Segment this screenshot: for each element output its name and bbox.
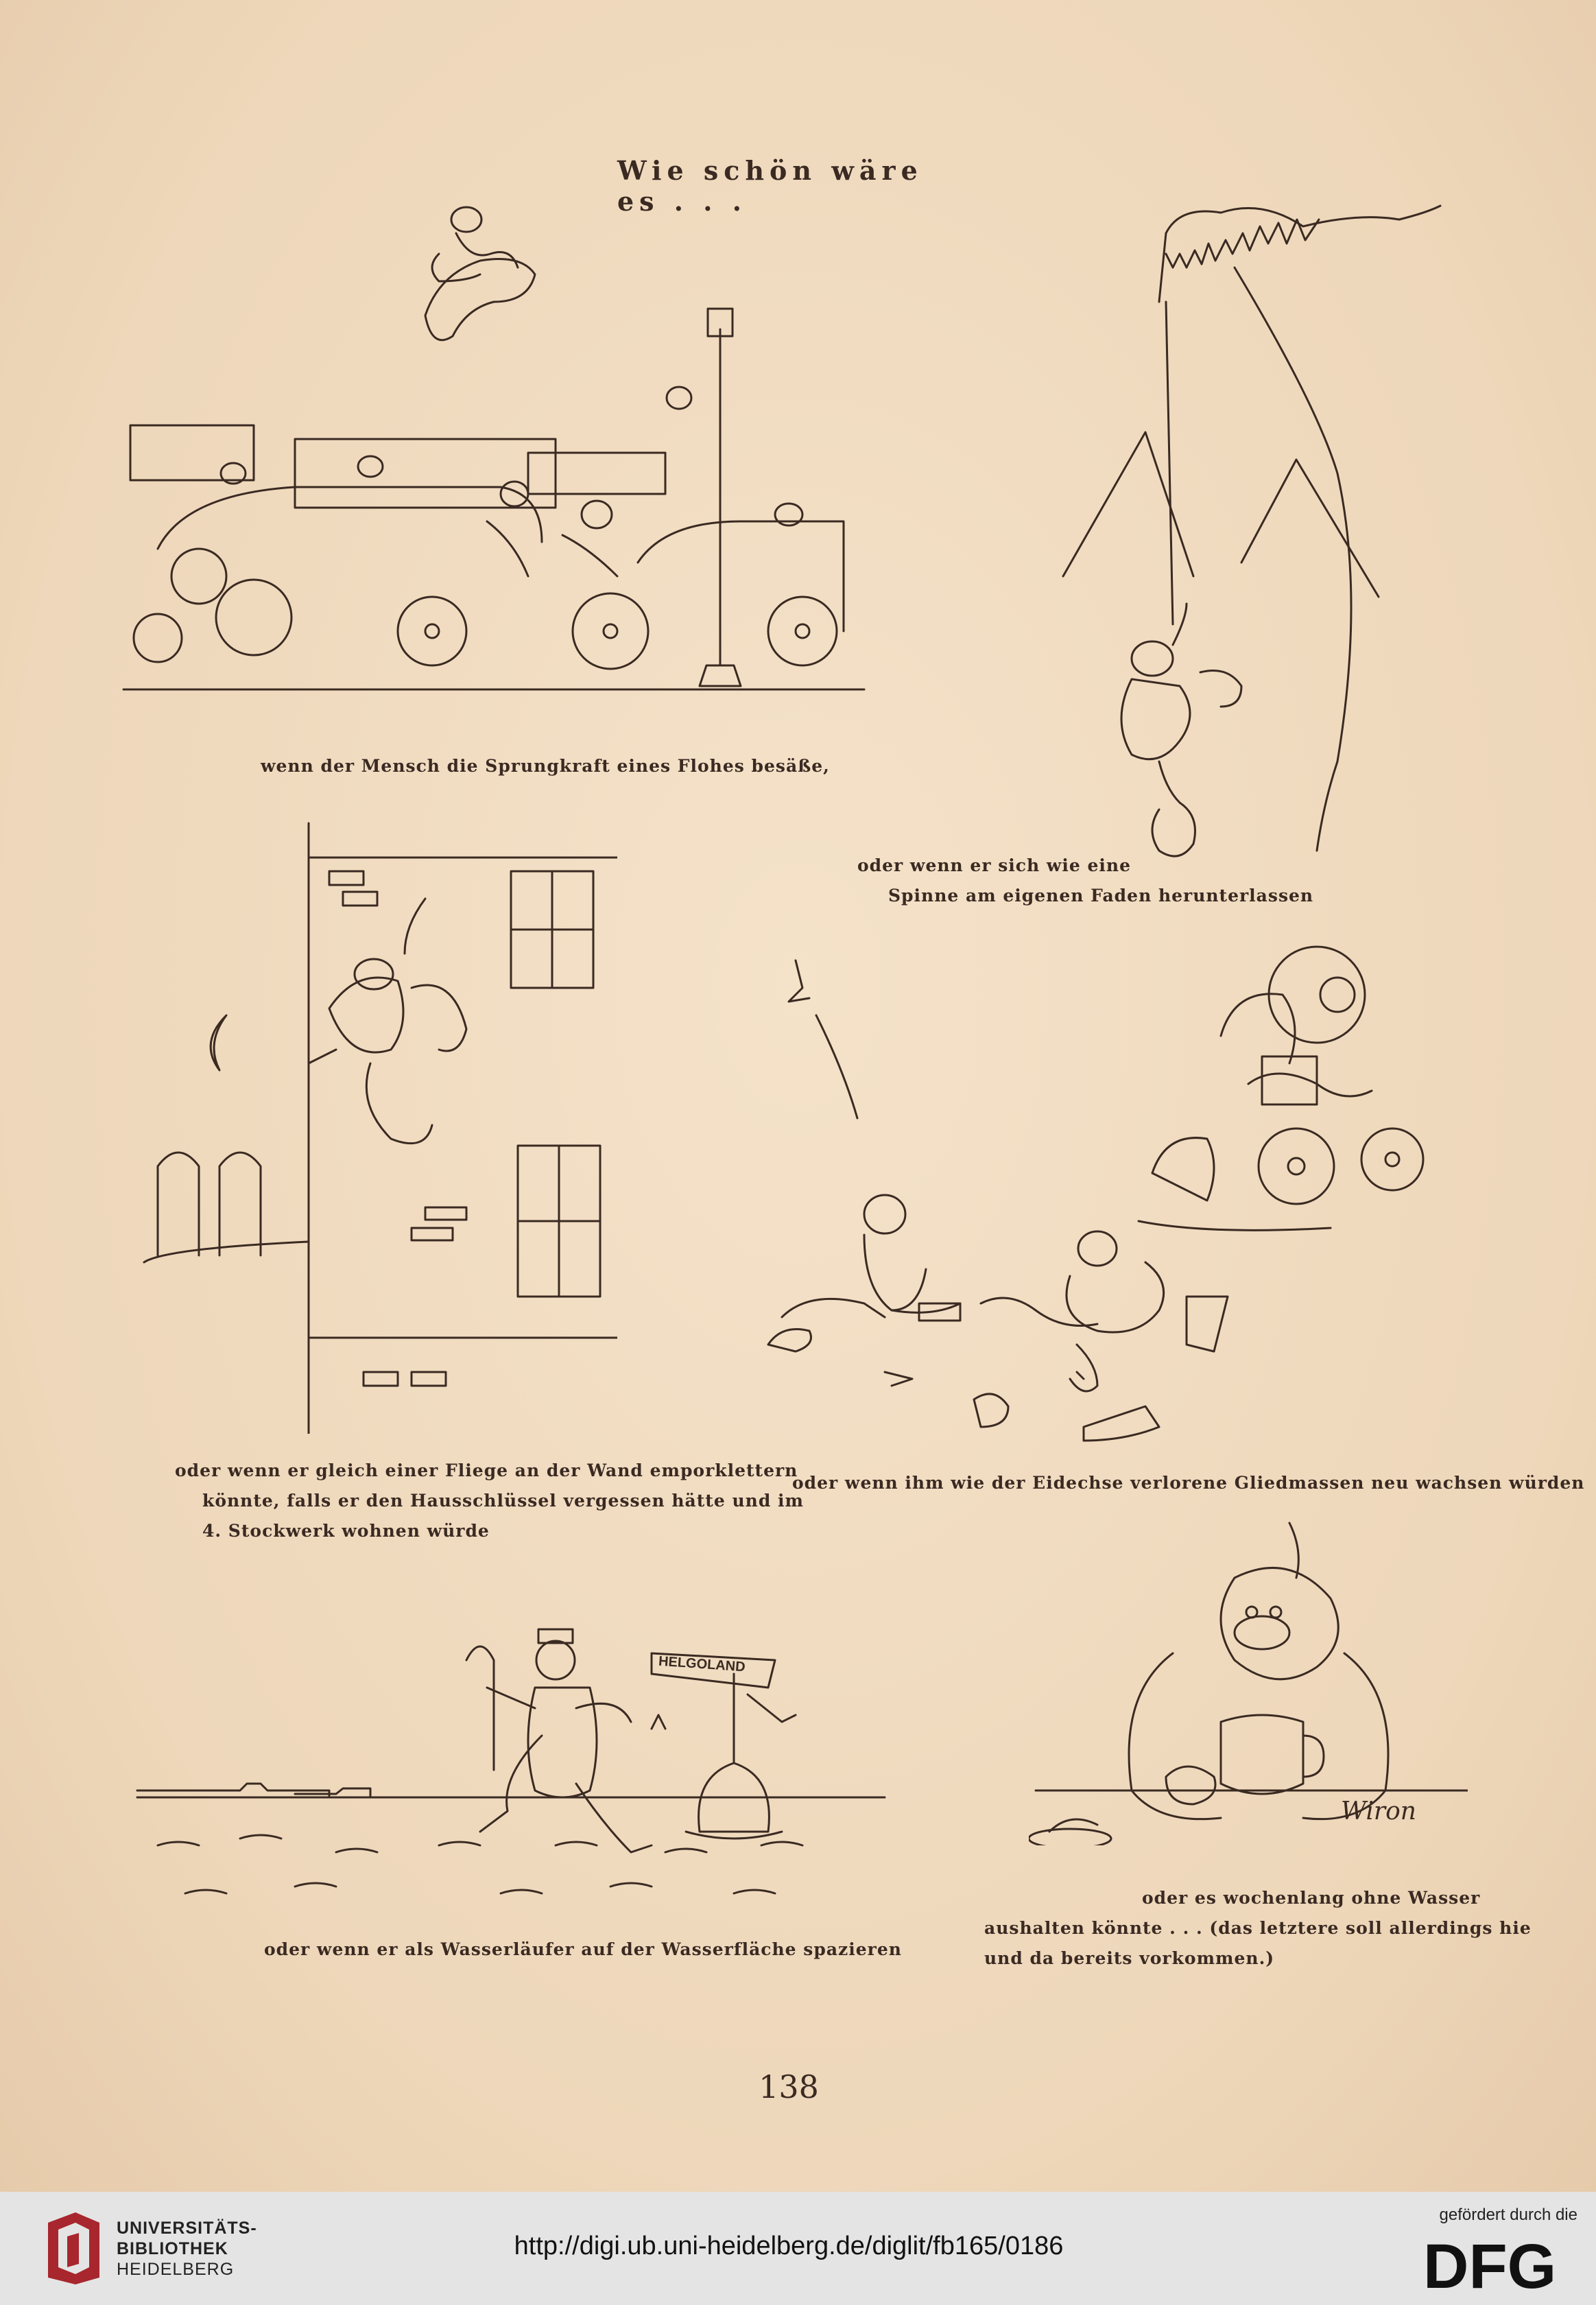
spider-cliff-illustration bbox=[1049, 178, 1488, 892]
footer-bar bbox=[0, 2192, 1596, 2305]
page-number: 138 bbox=[759, 2068, 819, 2105]
water-strider-caption: oder wenn er als Wasserläufer auf der Wasserfläche spazieren bbox=[264, 1939, 902, 1959]
water-strider-illustration bbox=[130, 1619, 905, 1914]
permalink-url[interactable]: http://digi.ub.uni-heidelberg.de/diglit/fb165/0186 bbox=[514, 2232, 1064, 2260]
university-library-logo-icon[interactable] bbox=[41, 2209, 106, 2288]
fly-caption: oder wenn er gleich einer Fliege an der Wand emporklettern könnte, falls er den Hausschlüssel vergessen hätte und im 4. Stockwerk wohnen würde bbox=[175, 1461, 804, 1541]
spider-caption: oder wenn er sich wie eine Spinne am eigenen Faden herunterlassen bbox=[857, 855, 1314, 906]
camel-caption: oder es wochenlang ohne Wasser aushalten könnte . . . (das letztere soll allerdings hie und da bereits vorkommen.) bbox=[984, 1888, 1532, 1968]
artist-signature: Wiron bbox=[1341, 1797, 1416, 1825]
university-library-name: UNIVERSITÄTS- BIBLIOTHEK HEIDELBERG bbox=[117, 2219, 257, 2279]
flea-caption: wenn der Mensch die Sprungkraft eines Flohes besäße, bbox=[261, 756, 830, 776]
page-title: Wie schön wäre es . . . bbox=[617, 155, 923, 217]
dfg-logo-text: DFG bbox=[1423, 2233, 1557, 2295]
camel-mug-illustration bbox=[1029, 1516, 1468, 1845]
funding-label: gefördert durch die bbox=[1439, 2206, 1577, 2224]
lizard-limbs-illustration bbox=[754, 933, 1475, 1468]
fly-wall-illustration bbox=[137, 816, 617, 1434]
dfg-logo[interactable] bbox=[1423, 2233, 1577, 2295]
lizard-caption: oder wenn ihm wie der Eidechse verlorene Gliedmassen neu wachsen würden bbox=[792, 1473, 1585, 1493]
flea-jump-illustration bbox=[117, 192, 871, 700]
helgoland-sign-text: HELGOLAND bbox=[658, 1653, 746, 1675]
